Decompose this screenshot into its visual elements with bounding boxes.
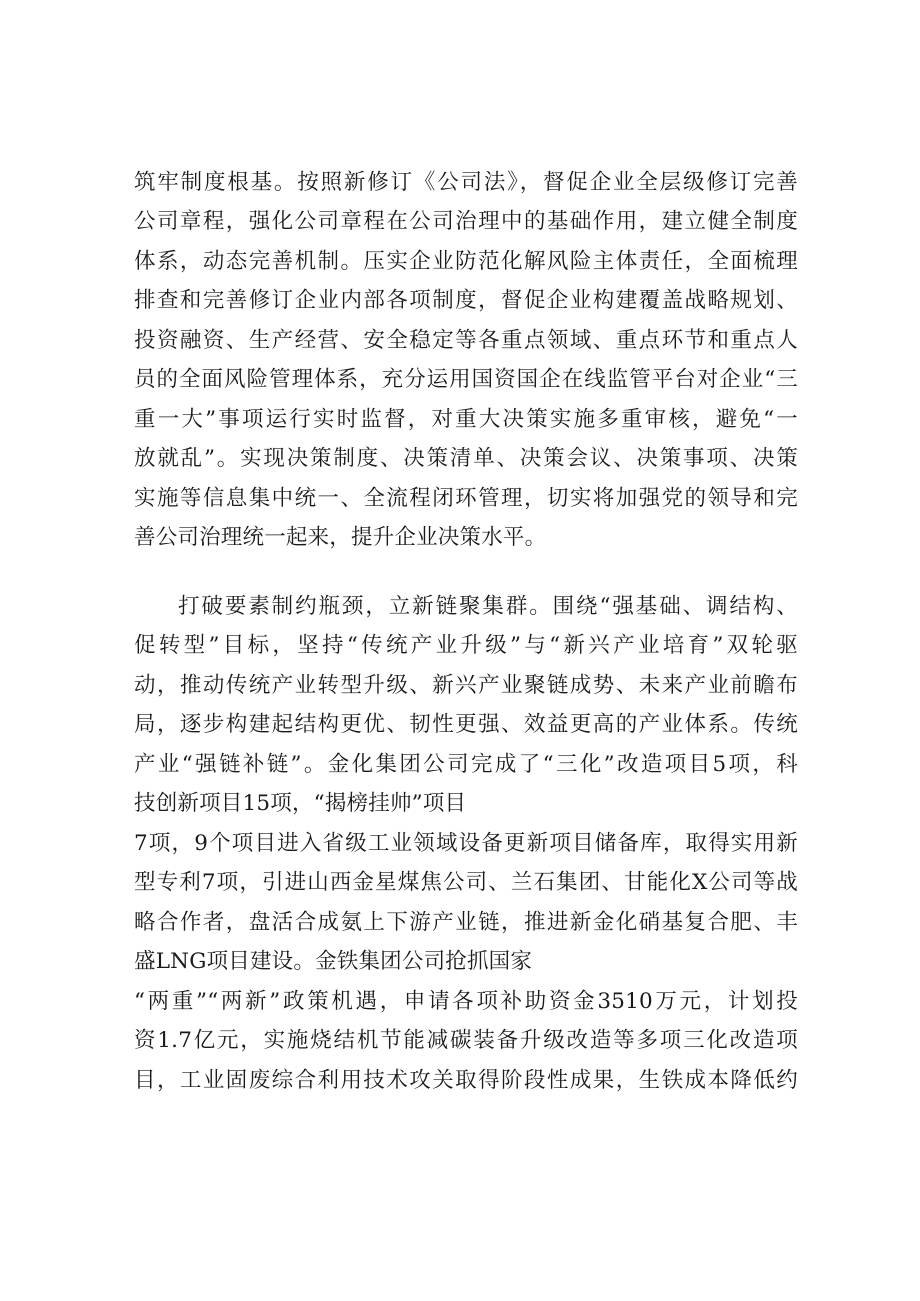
- text-line: 打破要素制约瓶颈，立新链聚集群。围绕“强基础、调结构、: [178, 594, 798, 619]
- text-line: 善公司治理统一起来，提升企业决策水平。: [134, 525, 547, 550]
- text-line: 筑牢制度根基。按照新修订《公司法》，督促企业全层级修订完善: [134, 170, 798, 195]
- text-line: 放就乱”。实现决策制度、决策清单、决策会议、决策事项、决策: [134, 446, 798, 471]
- text-line: 促转型”目标，坚持“传统产业升级”与“新兴产业培育”双轮驱: [134, 633, 798, 658]
- text-line: 员的全面风险管理体系，充分运用国资国企在线监管平台对企业“三: [134, 367, 798, 392]
- text-line: 公司章程，强化公司章程在公司治理中的基础作用，建立健全制度: [134, 209, 798, 234]
- text-line: 产业“强链补链”。金化集团公司完成了“三化”改造项目5项，科: [134, 752, 798, 777]
- text-line: 排查和完善修订企业内部各项制度，督促企业构建覆盖战略规划、: [134, 288, 798, 313]
- text-line: 型专利7项，引进山西金星煤焦公司、兰石集团、甘能化X公司等战: [134, 870, 798, 895]
- text-line: 技创新项目15项，“揭榜挂帅”项目: [134, 791, 467, 816]
- text-line: 重一大”事项运行实时监督，对重大决策实施多重审核，避免“一: [134, 407, 798, 432]
- text-line: 动，推动传统产业转型升级、新兴产业聚链成势、未来产业前瞻布: [134, 673, 798, 698]
- text-line: 局，逐步构建起结构更优、韧性更强、效益更高的产业体系。传统: [134, 712, 798, 737]
- text-line: 目，工业固废综合利用技术攻关取得阶段性成果，生铁成本降低约: [134, 1068, 798, 1093]
- text-line: 资1.7亿元，实施烧结机节能减碳装备升级改造等多项三化改造项: [134, 1028, 798, 1053]
- text-line: 7项，9个项目进入省级工业领域设备更新项目储备库，取得实用新: [134, 831, 798, 856]
- text-line: 体系，动态完善机制。压实企业防范化解风险主体责任，全面梳理: [134, 249, 798, 274]
- text-line: 略合作者，盘活合成氨上下游产业链，推进新金化硝基复合肥、丰: [134, 910, 798, 935]
- text-line: “两重”“两新”政策机遇，申请各项补助资金3510万元，计划投: [134, 989, 798, 1014]
- text-line: 实施等信息集中统一、全流程闭环管理，切实将加强党的领导和完: [134, 486, 798, 511]
- text-line: 盛LNG项目建设。金铁集团公司抢抓国家: [134, 949, 533, 974]
- text-line: 投资融资、生产经营、安全稳定等各重点领域、重点环节和重点人: [134, 328, 798, 353]
